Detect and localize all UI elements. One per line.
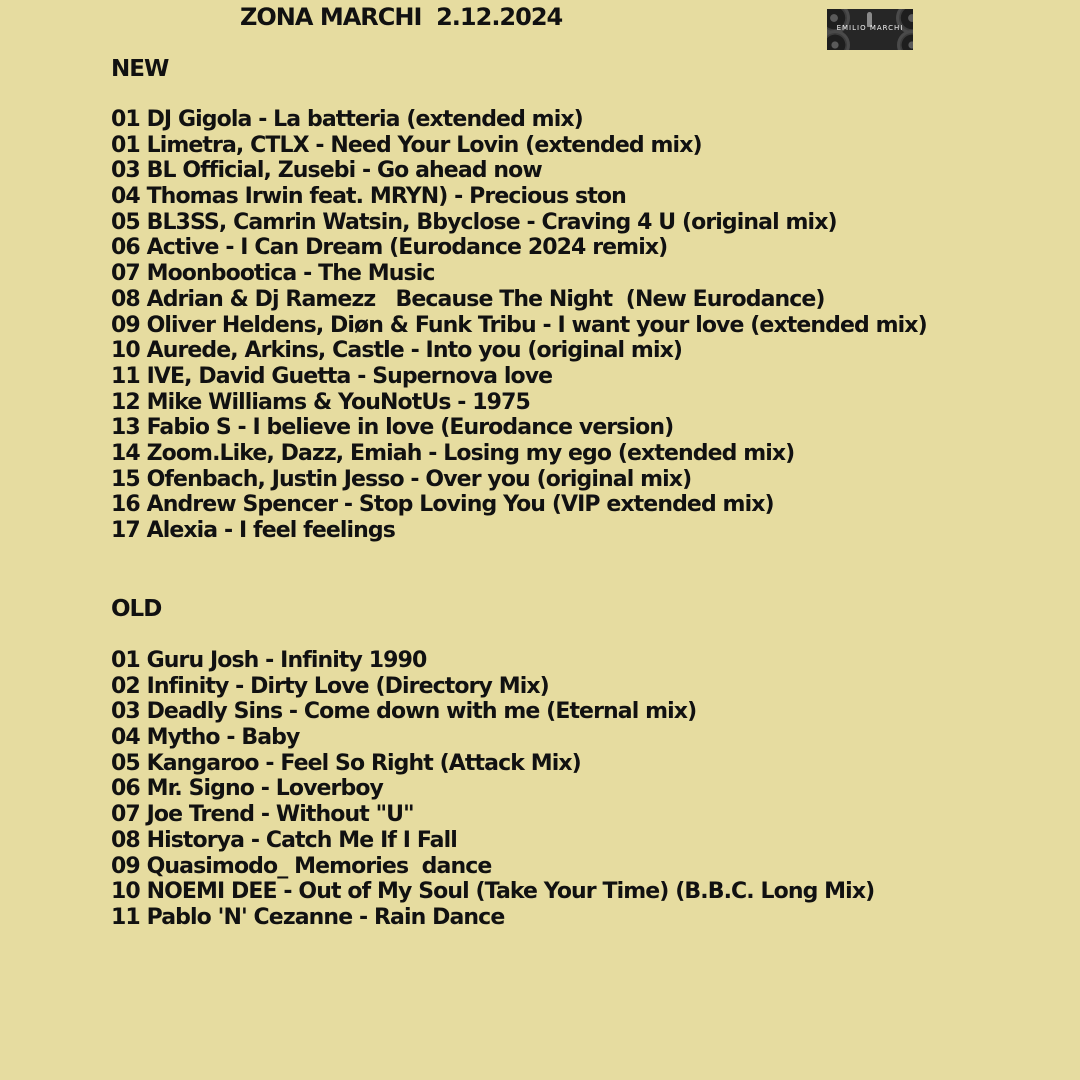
track-item: 05 Kangaroo - Feel So Right (Attack Mix) (111, 750, 581, 776)
track-item: 10 NOEMI DEE - Out of My Soul (Take Your Time) (B.B.C. Long Mix) (111, 879, 875, 905)
track-item: 14 Zoom.Like, Dazz, Emiah - Losing my ego (extended mix) (111, 440, 795, 466)
track-item: 01 Limetra, CTLX - Need Your Lovin (extended mix) (111, 132, 702, 158)
track-item: 04 Thomas Irwin feat. MRYN) - Precious ston (111, 184, 626, 210)
track-item: 04 Mytho - Baby (111, 725, 300, 751)
section-heading-new: NEW (111, 56, 169, 82)
track-item: 06 Active - I Can Dream (Eurodance 2024 remix) (111, 235, 668, 261)
track-item: 16 Andrew Spencer - Stop Loving You (VIP extended mix) (111, 492, 774, 518)
speaker-right-lower-icon (897, 30, 913, 50)
page-title: ZONA MARCHI 2.12.2024 (240, 3, 563, 31)
track-item: 03 Deadly Sins - Come down with me (Eternal mix) (111, 699, 697, 725)
track-list-new (111, 107, 927, 544)
speaker-left-lower-icon (827, 30, 850, 50)
track-item: 08 Adrian & Dj Ramezz Because The Night (New Eurodance) (111, 286, 825, 312)
track-item: 17 Alexia - I feel feelings (111, 518, 395, 543)
logo-text: EMILIO MARCHI (836, 24, 904, 32)
track-item: 02 Infinity - Dirty Love (Directory Mix) (111, 673, 549, 699)
track-item: 07 Moonbootica - The Music (111, 261, 435, 287)
track-item: 05 BL3SS, Camrin Watsin, Bbyclose - Craving 4 U (original mix) (111, 209, 837, 235)
track-item: 09 Oliver Heldens, Diøn & Funk Tribu - I want your love (extended mix) (111, 312, 927, 338)
track-item: 08 Historya - Catch Me If I Fall (111, 827, 457, 853)
track-item: 07 Joe Trend - Without "U" (111, 802, 414, 828)
track-item: 10 Aurede, Arkins, Castle - Into you (original mix) (111, 338, 683, 364)
track-item: 12 Mike Williams & YouNotUs - 1975 (111, 389, 530, 415)
track-item: 06 Mr. Signo - Loverboy (111, 776, 384, 802)
track-item: 09 Quasimodo_ Memories dance (111, 853, 492, 879)
section-heading-old: OLD (111, 596, 162, 622)
track-item: 11 IVE, David Guetta - Supernova love (111, 363, 553, 389)
emilio-marchi-logo (827, 9, 913, 50)
track-item: 03 BL Official, Zusebi - Go ahead now (111, 158, 542, 184)
track-item: 15 Ofenbach, Justin Jesso - Over you (original mix) (111, 466, 692, 492)
track-item: 11 Pablo 'N' Cezanne - Rain Dance (111, 904, 505, 930)
track-item: 01 DJ Gigola - La batteria (extended mix) (111, 107, 583, 132)
track-item: 01 Guru Josh - Infinity 1990 (111, 648, 427, 673)
track-list-old (111, 648, 874, 931)
track-item: 13 Fabio S - I believe in love (Eurodance version) (111, 415, 674, 441)
